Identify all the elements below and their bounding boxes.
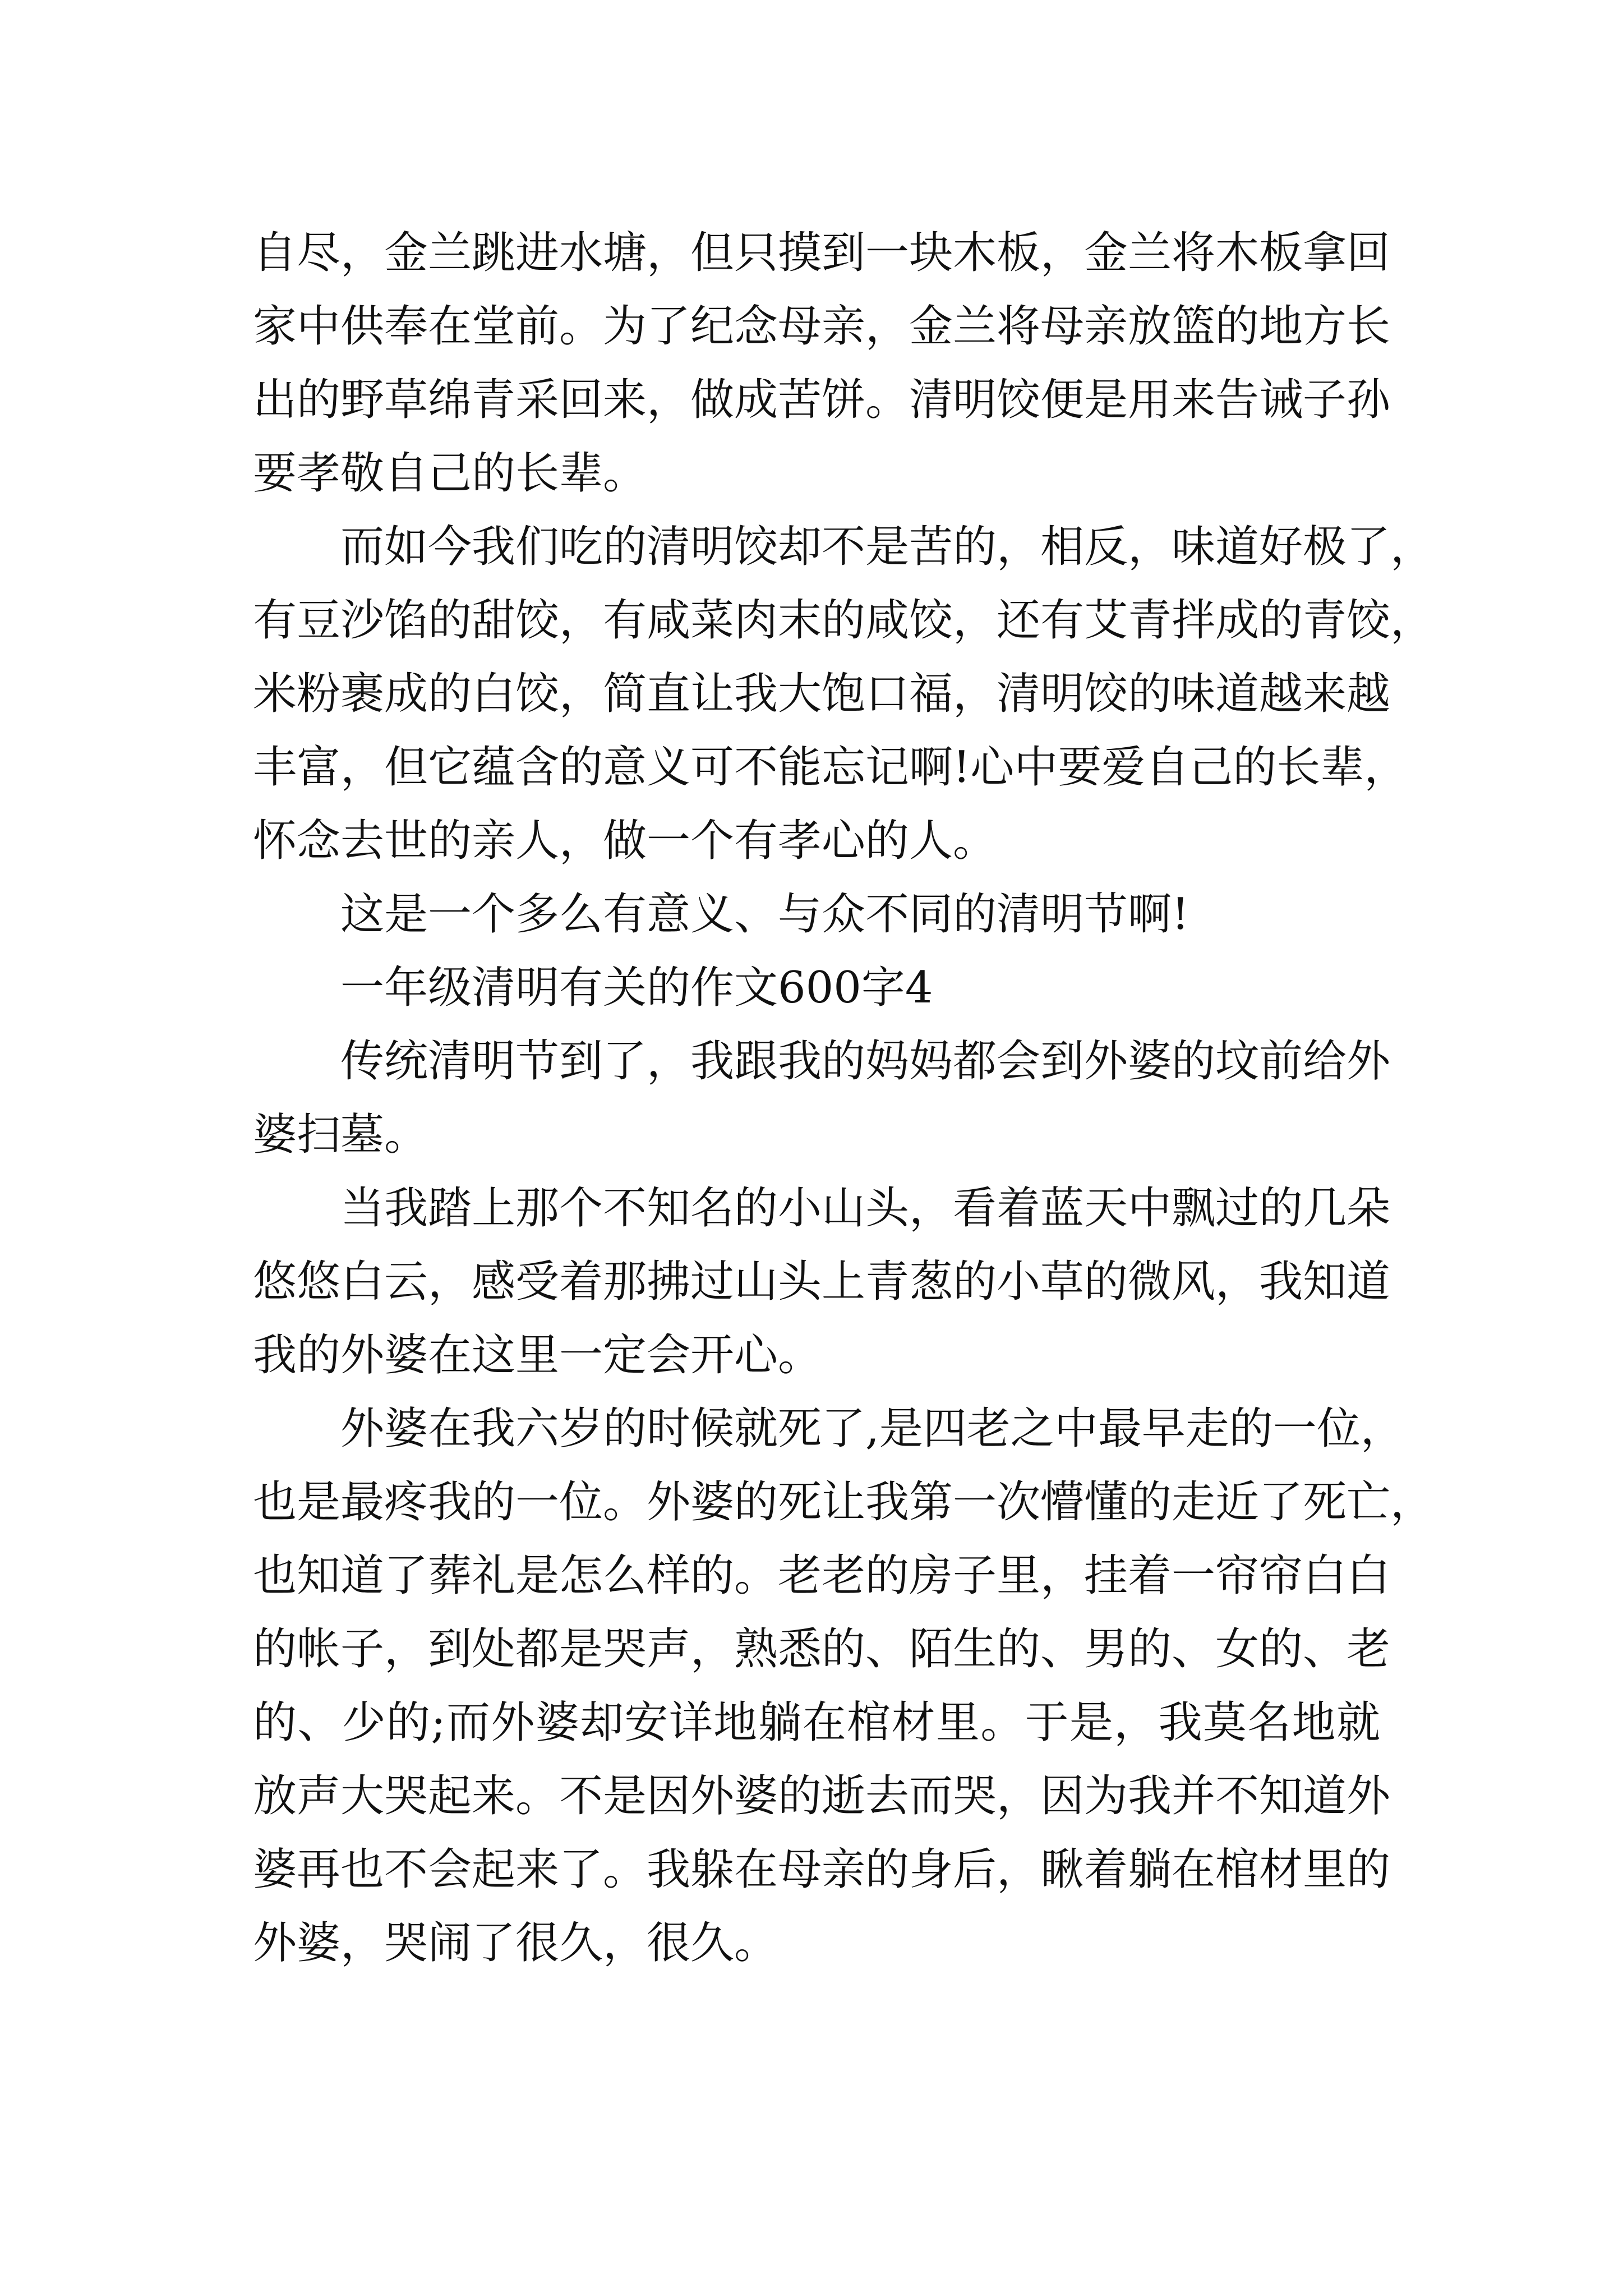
text-line: 外婆在我六岁的时候就死了,是四老之中最早走的一位，	[340, 1404, 1404, 1454]
text-line: 我的外婆在这里一定会开心。	[253, 1330, 822, 1381]
text-line: 而如今我们吃的清明饺却不是苦的，相反，味道好极了，	[340, 522, 1435, 572]
text-line: 外婆，哭闹了很久，很久。	[253, 1918, 778, 1968]
text-line: 婆扫墓。	[253, 1110, 428, 1160]
text-line: 一年级清明有关的作文600字4	[340, 963, 933, 1013]
text-line: 丰富，但它蕴含的意义可不能忘记啊!心中要爱自己的长辈，	[253, 742, 1408, 793]
text-line: 怀念去世的亲人，做一个有孝心的人。	[253, 816, 997, 866]
text-line: 米粉裹成的白饺，简直让我大饱口福，清明饺的味道越来越	[253, 669, 1391, 719]
text-line: 悠悠白云，感受着那拂过山头上青葱的小草的微风，我知道	[253, 1257, 1391, 1307]
text-line: 也是最疼我的一位。外婆的死让我第一次懵懂的走近了死亡，	[253, 1477, 1435, 1527]
text-line: 当我踏上那个不知名的小山头，看着蓝天中飘过的几朵	[340, 1183, 1391, 1234]
text-line: 也知道了葬礼是怎么样的。老老的房子里，挂着一帘帘白白	[253, 1550, 1391, 1601]
document-body	[253, 217, 1435, 1980]
text-line: 要孝敬自己的长辈。	[253, 448, 647, 499]
text-line: 的、少的;而外婆却安详地躺在棺材里。于是，我莫名地就	[253, 1697, 1380, 1748]
text-line: 放声大哭起来。不是因外婆的逝去而哭，因为我并不知道外	[253, 1771, 1391, 1821]
text-line: 婆再也不会起来了。我躲在母亲的身后，瞅着躺在棺材里的	[253, 1844, 1391, 1895]
text-line: 有豆沙馅的甜饺，有咸菜肉末的咸饺，还有艾青拌成的青饺，	[253, 595, 1435, 646]
text-line: 传统清明节到了，我跟我的妈妈都会到外婆的坟前给外	[340, 1036, 1391, 1087]
text-line: 的帐子，到处都是哭声，熟悉的、陌生的、男的、女的、老	[253, 1624, 1391, 1674]
text-line: 自尽，金兰跳进水塘，但只摸到一块木板，金兰将木板拿回	[253, 228, 1391, 278]
text-line: 出的野草绵青采回来，做成苦饼。清明饺便是用来告诫子孙	[253, 375, 1391, 425]
text-line: 这是一个多么有意义、与众不同的清明节啊!	[340, 889, 1189, 940]
text-line: 家中供奉在堂前。为了纪念母亲，金兰将母亲放篮的地方长	[253, 301, 1391, 352]
